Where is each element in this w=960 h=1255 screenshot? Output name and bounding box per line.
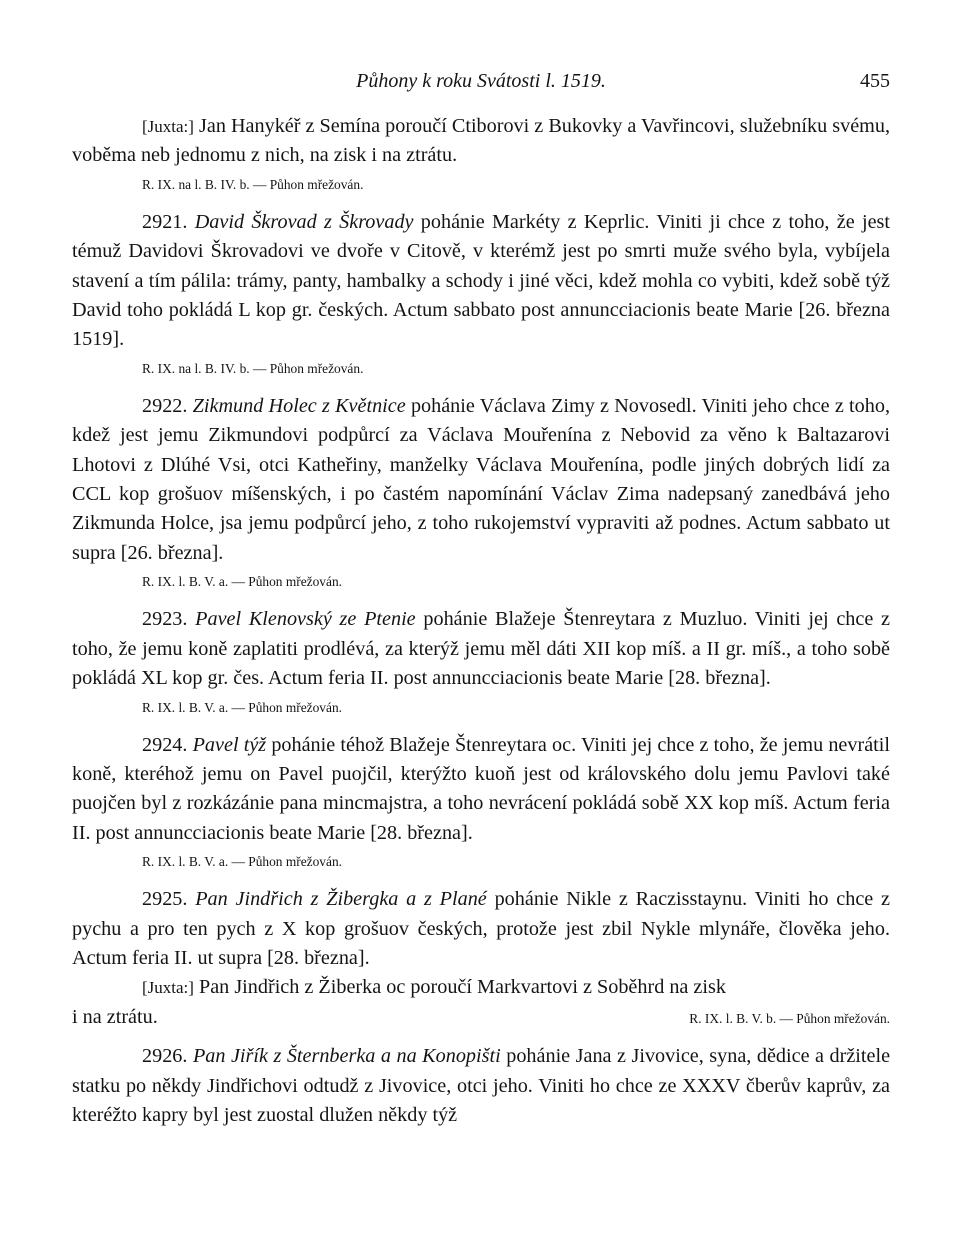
juxta-prefix: [Juxta:]	[142, 117, 194, 136]
entry-2924	[72, 731, 890, 849]
record-note: R. IX. l. B. V. a. — Půhon mřežován.	[142, 699, 342, 715]
page-header	[72, 62, 890, 96]
juxta-text: Jan Hanykéř z Semína poroučí Ctiborovi z Bukovky a Vavřincovi, služebníku svému, voběma neb jednomu z nich, na zisk i na ztrátu.	[72, 115, 891, 167]
entry-2925	[72, 885, 890, 973]
entry-persons: Pavel Klenovský ze Ptenie	[195, 608, 416, 631]
entry-persons: Pavel týž	[192, 733, 267, 756]
entry-number: 2923.	[142, 608, 188, 631]
juxta-paragraph	[72, 112, 890, 171]
document-page	[72, 62, 890, 1130]
entry-2925-juxta-end	[72, 1003, 890, 1032]
entry-2921	[72, 208, 890, 355]
entry-number: 2922.	[142, 394, 188, 417]
entry-number: 2924.	[142, 733, 188, 756]
record-note: R. IX. l. B. V. b. — Půhon mřežován.	[689, 1010, 890, 1026]
entry-text: pohánie téhož Blažeje Štenreytara oc. Viniti jej chce z toho, že jemu nevrátil koně, kteréhož jemu on Pavel puojčil, kterýžto kuoň jest od královského dolu jemu Pavlovi také puojčen byl z rozkázánie pana mincmajstra, a toho nevrácení pokládá sobě XX kop míš. Actum feria II. post annuncciacionis beate Marie [28. března].	[72, 733, 890, 844]
record-note: R. IX. na l. B. IV. b. — Půhon mřežován.	[142, 360, 364, 376]
entry-number: 2925.	[142, 888, 188, 911]
entry-text: pohánie Markéty z Keprlic. Viniti ji chce z toho, že jest témuž Davidovi Škrovadovi ve dvoře v Citově, v kterémž jest po smrti muže svého byla, vybíjela stavení a tím pálila: trámy, panty, hambalky a schody i jiné věci, kdež mohla co vybiti, kdež sobě týž David toho pokládá L kop gr. českých. Actum sabbato post annuncciacionis beate Marie [26. března 1519].	[72, 210, 890, 351]
juxta-text-end: i na ztrátu.	[72, 1005, 158, 1028]
entry-2926	[72, 1042, 890, 1130]
entry-2925-juxta	[72, 973, 890, 1002]
entry-persons: Zikmund Holec z Květnice	[192, 394, 406, 417]
entry-number: 2921.	[142, 210, 188, 233]
entry-2922	[72, 392, 890, 568]
entry-number: 2926.	[142, 1045, 188, 1068]
entry-persons: Pan Jindřich z Žibergka a z Plané	[195, 888, 487, 911]
juxta-text: Pan Jindřich z Žiberka oc poroučí Markvartovi z Soběhrd na zisk	[198, 976, 726, 999]
entry-text: pohánie Nikle z Raczisstaynu. Viniti ho chce z pychu a pro ten pych z X kop grošuov českých, protože jest zbil Nykle mlynáře, člověka jeho. Actum feria II. ut supra [28. března].	[72, 888, 891, 969]
record-note: R. IX. l. B. V. a. — Půhon mřežován.	[142, 854, 342, 870]
running-title: Půhony k roku Svátosti l. 1519.	[356, 70, 606, 92]
entry-text: pohánie Václava Zimy z Novosedl. Viniti jeho chce z toho, kdež jest jemu Zikmundovi podpůrcí za Václava Mouřenína z Nebovid za věno k Baltazarovi Lhotovi z Dlúhé Vsi, otci Katheřiny, manželky Václava Mouřenína, podle jiných dobrých lidí za CCL kop grošuov míšenských, i po častém napomínání Václav Zima nadepsaný zanedbává jeho Zikmunda Holce, jsa jemu podpůrcí jeho, z toho rukojemství vypraviti až podnes. Actum sabbato ut supra [26. března].	[72, 394, 890, 564]
page-number: 455	[860, 70, 890, 92]
entry-2923	[72, 605, 890, 693]
entry-text: pohánie Jana z Jivovice, syna, dědice a držitele statku po někdy Jindřichovi odtudž z Jivovice, otci jeho. Viniti ho chce ze XXXV čberův kaprův, za kteréžto kapry byl jest zuostal dlužen někdy týž	[72, 1045, 891, 1126]
record-note: R. IX. l. B. V. a. — Půhon mřežován.	[142, 574, 342, 590]
entry-text: pohánie Blažeje Štenreytara z Muzluo. Viniti jej chce z toho, že jemu koně zaplatiti prodlévá, za kterýž jemu měl dáti XII kop míš. a II gr. míš., a toho sobě pokládá XL kop gr. čes. Actum feria II. post annuncciacionis beate Marie [28. března].	[72, 608, 891, 690]
record-note: R. IX. na l. B. IV. b. — Půhon mřežován.	[142, 176, 364, 192]
juxta-prefix: [Juxta:]	[142, 978, 194, 998]
entry-persons: David Škrovad z Škrovady	[194, 210, 414, 233]
entry-persons: Pan Jiřík z Šternberka a na Konopišti	[192, 1045, 501, 1068]
